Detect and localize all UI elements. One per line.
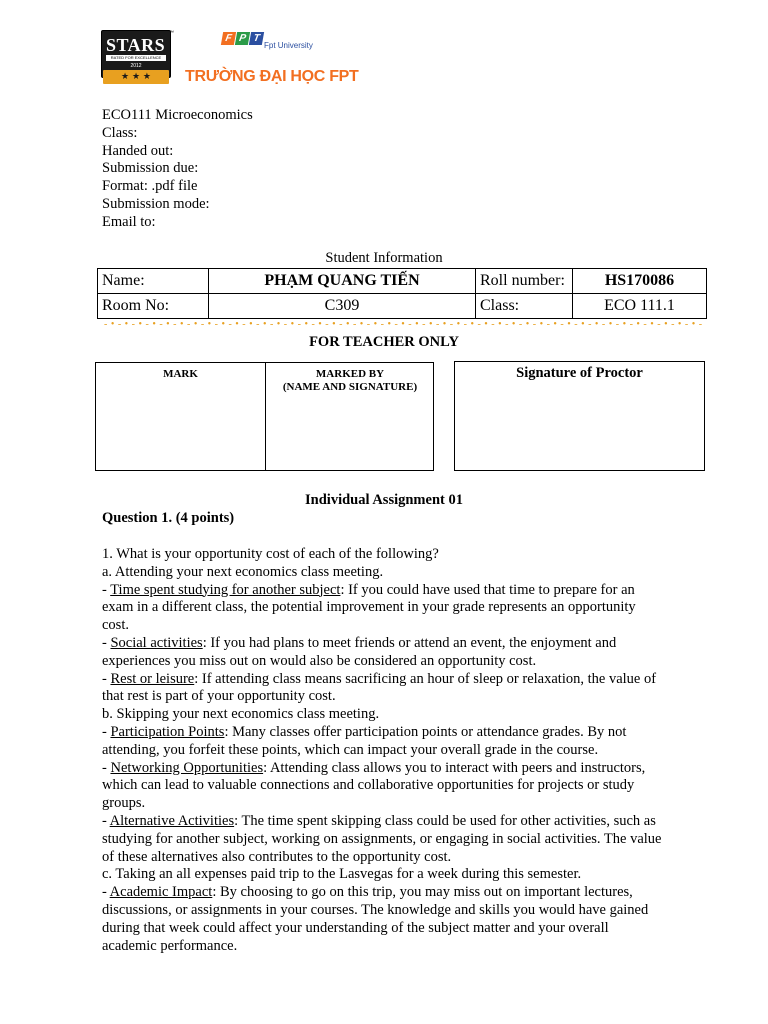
class-value: ECO 111.1 [573,294,707,319]
course-line: ECO111 Microeconomics [102,107,253,123]
question-text: 1. What is your opportunity cost of each of the following? [102,546,439,562]
fpt-tile-p: P [235,32,250,45]
room-label: Room No: [98,294,209,319]
roll-number-value: HS170086 [573,269,707,294]
proctor-signature-label: Signature of Proctor [516,365,643,381]
list-item: - Networking Opportunities: Attending class allows you to interact with peers and instructors, which can lead to valuable connections and collaborative opportunities for projects or study groups. [102,759,646,812]
term: Networking Opportunities [110,759,264,776]
marked-by-line-2: (NAME AND SIGNATURE) [282,381,418,393]
list-item: - Participation Points: Many classes offer participation points or attendance grades. By not attending, you forfeit these points, which can impact your overall grade in the course. [102,723,627,758]
list-item: - Rest or leisure: If attending class means sacrificing an hour of sleep or relaxation, the value of that rest is part of your opportunity cost. [102,670,657,705]
fpt-university-label: Fpt University [264,41,313,50]
table-row [98,294,707,319]
term: Academic Impact [109,884,213,901]
name-value: PHẠM QUANG TIẾN [209,269,476,294]
fpt-tile-f: F [221,32,236,45]
stars-logo-word: STARS [106,35,166,55]
marked-by-line-1: MARKED BY [315,368,385,380]
term: Participation Points [110,723,225,740]
email-to-line: Email to: [102,213,156,230]
explanation: : If attending class means sacrificing an hour of sleep or relaxation, the value of that rest is part of your opportunity cost. [102,670,657,705]
name-label: Name: [98,269,209,294]
student-info-table [97,268,707,319]
assignment-header [102,107,253,232]
class-label: Class: [476,294,573,319]
teacher-marking-box [95,362,434,471]
stars-logo-rating [103,70,169,84]
roll-number-label: Roll number: [476,269,573,294]
stars-logo-tagline: RATED FOR EXCELLENCE [106,55,166,61]
table-row [98,269,707,294]
fpt-school-name: TRƯỜNG ĐẠI HỌC FPT [185,68,359,85]
term: Alternative Activities [109,812,235,829]
class-line: Class: [102,124,138,141]
explanation: : If you could have used that time to prepare for an exam in a different class, the potential improvement in your grade represents an opportunity cost. [102,581,636,634]
proctor-signature-box [454,361,705,471]
explanation: : Attending class allows you to interact with peers and instructors, which can lead to valuable connections and collaborative opportunities for projects or study groups. [102,759,646,812]
fpt-logo-tiles [222,32,264,45]
fpt-logo [185,30,359,90]
part-c-heading: c. Taking an all expenses paid trip to the Lasvegas for a week during this semester. [102,866,582,883]
assignment-title: Individual Assignment 01 [305,492,463,508]
stars-logo-year: 2012 [130,63,142,69]
trademark-mark: ™ [169,30,174,36]
explanation: : If you had plans to meet friends or attend an event, the enjoyment and experiences you miss out on would also be considered an opportunity cost. [102,634,617,669]
explanation: : The time spent skipping class could be used for other activities, such as studying for another subject, working on assignments, or engaging in social activities. The value of these alternatives also contributes to the opportunity cost. [102,812,662,865]
list-item: - Academic Impact: By choosing to go on this trip, you may miss out on important lectures, discussions, or assignments in your courses. The knowledge and skills you would have gained during that week could affect your understanding of the subject matter and your overall academic performance. [102,884,649,954]
list-item: - Social activities: If you had plans to meet friends or attend an event, the enjoyment and experiences you miss out on would also be considered an opportunity cost. [102,634,617,669]
answer-body [102,546,662,955]
format-line: Format: .pdf file [102,178,198,195]
submission-mode-line: Submission mode: [102,195,210,212]
part-a-heading: a. Attending your next economics class meeting. [102,563,384,580]
room-value: C309 [209,294,476,319]
teacher-only-title: FOR TEACHER ONLY [309,334,459,350]
term: Social activities [110,634,203,651]
fpt-tile-t: T [249,32,264,45]
mark-header: MARK [163,368,198,380]
list-item: - Time spent studying for another subject: If you could have used that time to prepare for an exam in a different class, the potential improvement in your grade represents an opportunity cost. [102,581,636,634]
explanation: : Many classes offer participation points or attendance grades. By not attending, you forfeit these points, which can impact your overall grade in the course. [102,723,627,758]
question-heading: Question 1. (4 points) [102,510,235,526]
stars-logo [101,30,174,86]
list-item: - Alternative Activities: The time spent skipping class could be used for other activities, such as studying for another subject, working on assignments, or engaging in social activities. The value of these alternatives also contributes to the opportunity cost. [102,812,662,865]
handed-out-line: Handed out: [102,142,174,159]
explanation: : By choosing to go on this trip, you may miss out on important lectures, discussions, or assignments in your courses. The knowledge and skills you would have gained during that week could affect your understanding of the subject matter and your overall academic performance. [102,884,649,954]
marked-by-header [266,368,434,394]
term: Rest or leisure [110,670,195,687]
submission-due-line: Submission due: [102,160,199,177]
star-icons: ★ ★ ★ [121,72,151,82]
student-info-title: Student Information [325,250,443,266]
part-b-heading: b. Skipping your next economics class meeting. [102,706,380,723]
term: Time spent studying for another subject [110,581,341,598]
separator-line: - • - • - • - • - • - • - • - • - • - • - • - • - • - • - • - • - • - • - • - • - • - • - • - • - • - • - • - • - • - • - • - • - • - • - • - • - • - • - • - • - • - • - • - [104,319,703,330]
